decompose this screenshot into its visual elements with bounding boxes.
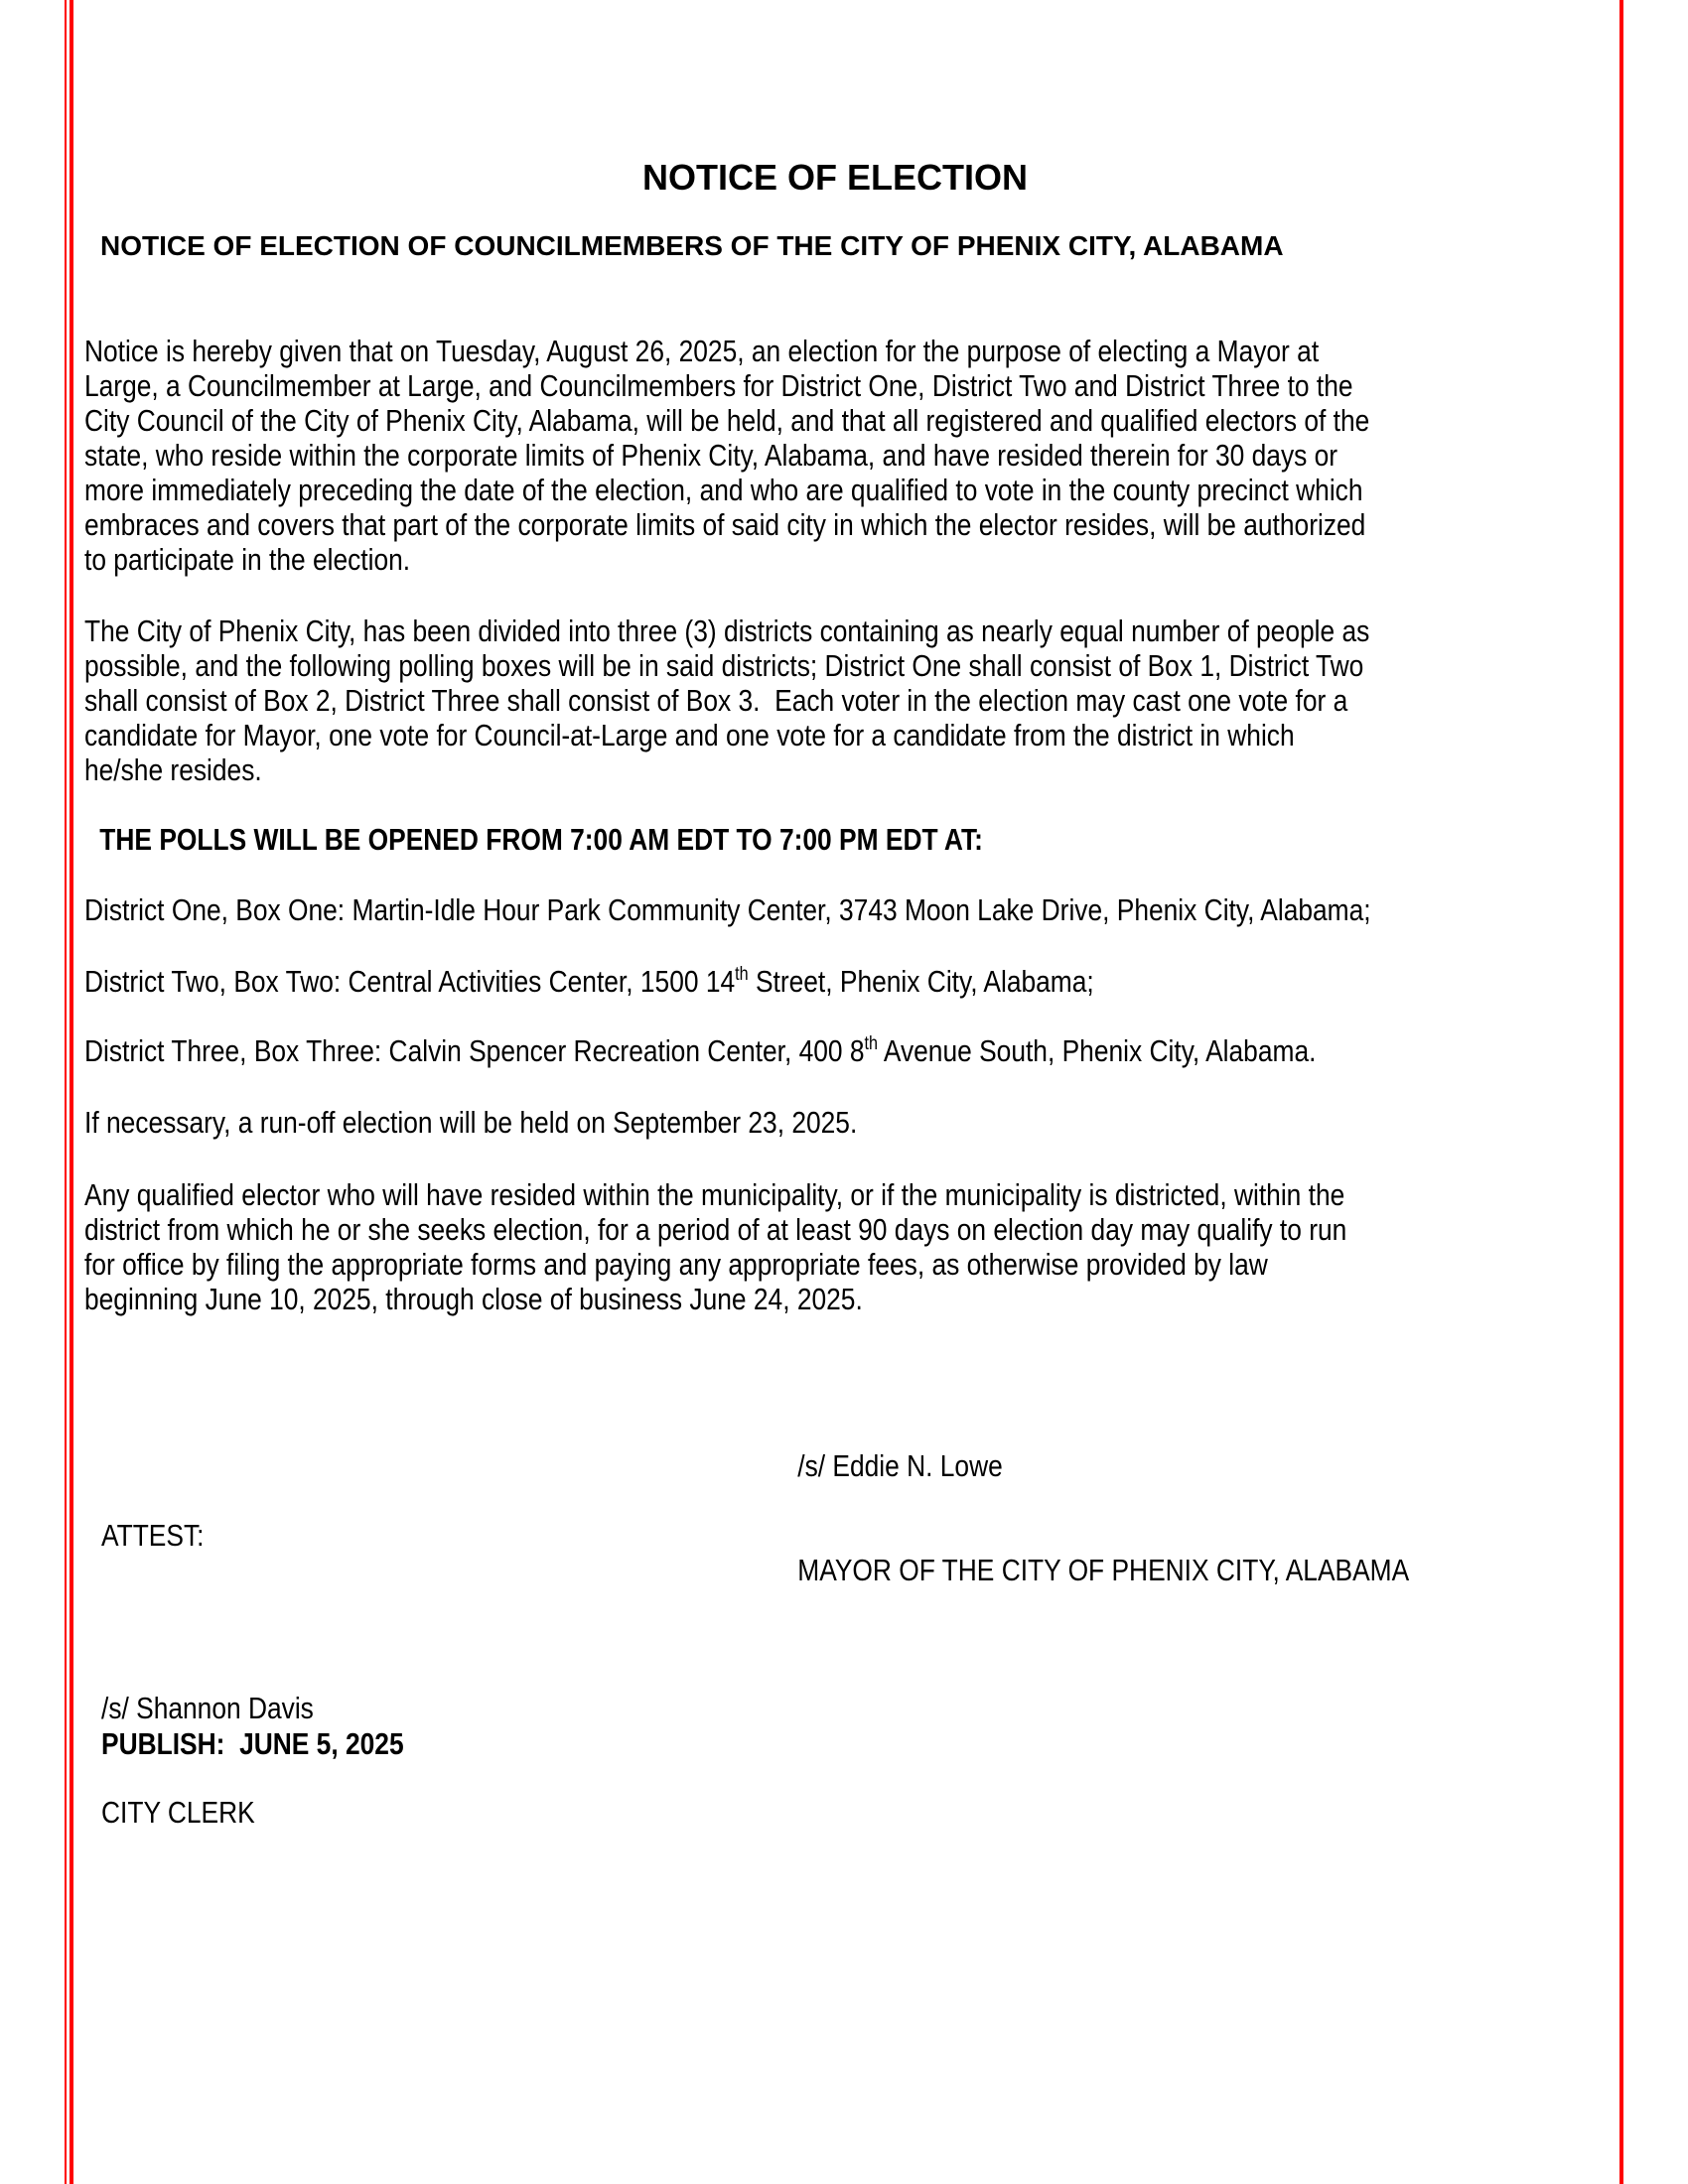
paragraph-line: he/she resides. xyxy=(84,752,262,787)
district-two-polling-place xyxy=(84,964,1094,999)
district-two-text-pre: District Two, Box Two: Central Activities Center, 1500 14 xyxy=(84,964,736,999)
paragraph-district-division xyxy=(84,614,1586,787)
paragraph-line: Large, a Councilmember at Large, and Councilmembers for District One, District Two and District Three to the xyxy=(84,368,1353,403)
body-text-area xyxy=(84,0,1586,2184)
clerk-signature: /s/ Shannon Davis xyxy=(101,1691,314,1725)
publish-date-line: PUBLISH: JUNE 5, 2025 xyxy=(101,1726,404,1761)
paragraph-line: candidate for Mayor, one vote for Council-at-Large and one vote for a candidate from the district in which xyxy=(84,718,1295,752)
left-border-thin-line xyxy=(65,0,67,2184)
paragraph-line: beginning June 10, 2025, through close of business June 24, 2025. xyxy=(84,1282,863,1316)
paragraph-line: Notice is hereby given that on Tuesday, August 26, 2025, an election for the purpose of electing a Mayor at xyxy=(84,334,1320,368)
paragraph-line: more immediately preceding the date of the election, and who are qualified to vote in the county precinct which xyxy=(84,473,1363,507)
ordinal-superscript: th xyxy=(735,964,749,985)
paragraph-line: to participate in the election. xyxy=(84,542,411,577)
paragraph-candidate-qualification xyxy=(84,1177,1586,1316)
paragraph-line: shall consist of Box 2, District Three shall consist of Box 3. Each voter in the election may cast one vote for a xyxy=(84,683,1348,718)
mayor-signature: /s/ Eddie N. Lowe xyxy=(797,1448,1003,1483)
ordinal-superscript: th xyxy=(864,1033,879,1054)
district-three-text-pre: District Three, Box Three: Calvin Spencer Recreation Center, 400 8 xyxy=(84,1033,865,1068)
district-three-text-post: Avenue South, Phenix City, Alabama. xyxy=(878,1033,1317,1068)
district-two-text-post: Street, Phenix City, Alabama; xyxy=(748,964,1094,999)
attest-label: ATTEST: xyxy=(101,1518,205,1553)
paragraph-line: The City of Phenix City, has been divided into three (3) districts containing as nearly equal number of people as xyxy=(84,614,1370,648)
district-one-polling-place: District One, Box One: Martin-Idle Hour Park Community Center, 3743 Moon Lake Drive, Phenix City, Alabama; xyxy=(84,892,1371,927)
page-subtitle: NOTICE OF ELECTION OF COUNCILMEMBERS OF THE CITY OF PHENIX CITY, ALABAMA xyxy=(100,230,1284,261)
paragraph-line: Any qualified elector who will have resided within the municipality, or if the municipality is districted, within the xyxy=(84,1177,1345,1212)
paragraph-election-notice xyxy=(84,334,1586,577)
left-border-thick-line xyxy=(70,0,73,2184)
paragraph-line: state, who reside within the corporate limits of Phenix City, Alabama, and have resided therein for 30 days or xyxy=(84,438,1338,473)
paragraph-line: district from which he or she seeks election, for a period of at least 90 days on election day may qualify to run xyxy=(84,1212,1347,1247)
paragraph-line: City Council of the City of Phenix City, Alabama, will be held, and that all registered and qualified electors of the xyxy=(84,403,1370,438)
runoff-election-line: If necessary, a run-off election will be held on September 23, 2025. xyxy=(84,1105,858,1140)
paragraph-line: possible, and the following polling boxes will be in said districts; District One shall consist of Box 1, District Two xyxy=(84,648,1364,683)
paragraph-line: for office by filing the appropriate forms and paying any appropriate fees, as otherwise provided by law xyxy=(84,1247,1268,1282)
mayor-signature-block xyxy=(797,1379,1409,1657)
right-border-line xyxy=(1619,0,1623,2184)
page-title: NOTICE OF ELECTION xyxy=(641,157,1028,198)
clerk-title: CITY CLERK xyxy=(101,1795,255,1830)
paragraph-line: embraces and covers that part of the corporate limits of said city in which the elector resides, will be authorized xyxy=(84,507,1366,542)
mayor-title: MAYOR OF THE CITY OF PHENIX CITY, ALABAMA xyxy=(797,1553,1410,1587)
district-three-polling-place xyxy=(84,1033,1316,1068)
polls-hours-heading: THE POLLS WILL BE OPENED FROM 7:00 AM EDT TO 7:00 PM EDT AT: xyxy=(99,822,983,857)
